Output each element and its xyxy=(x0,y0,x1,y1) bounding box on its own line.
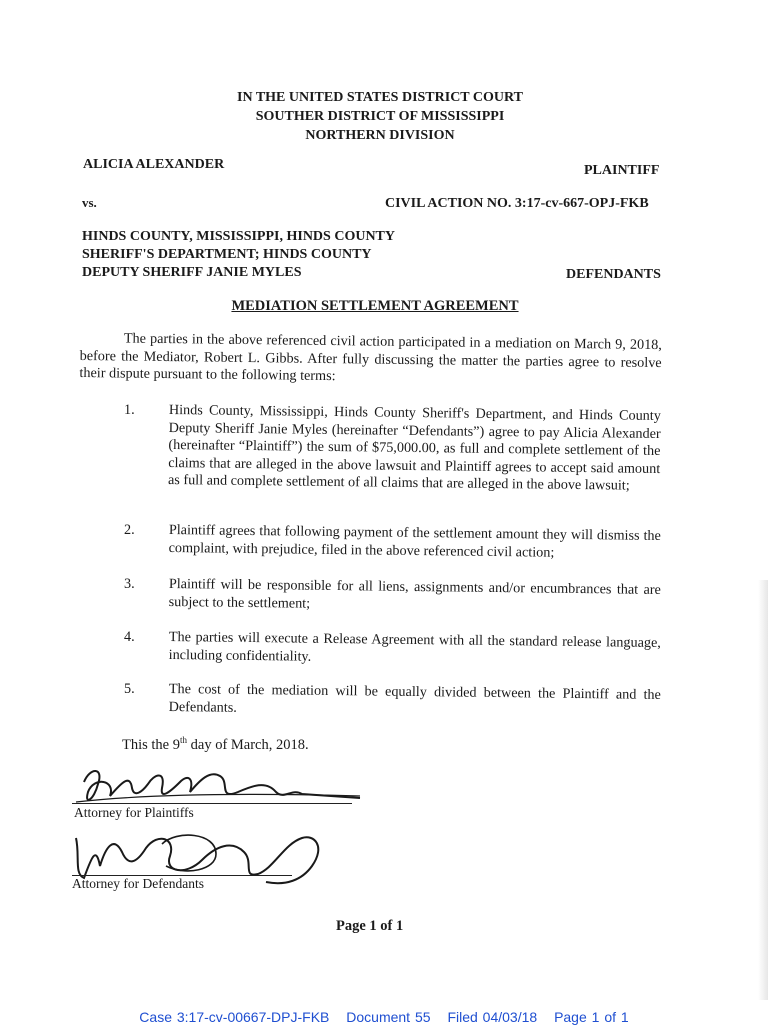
defendants-label: DEFENDANTS xyxy=(566,267,661,282)
plaintiff-attorney-label: Attorney for Plaintiffs xyxy=(74,805,194,820)
date-prefix: This the 9 xyxy=(122,736,180,753)
page-number: Page 1 of 1 xyxy=(336,918,404,934)
court-name: IN THE UNITED STATES DISTRICT COURT xyxy=(237,90,523,105)
date-superscript: th xyxy=(180,735,188,745)
defendants-line-2: SHERIFF'S DEPARTMENT; HINDS COUNTY xyxy=(82,247,372,262)
defendants-line-3: DEPUTY SHERIFF JANIE MYLES xyxy=(82,265,302,280)
footer-case: Case 3:17-cv-00667-DPJ-FKB xyxy=(139,1009,330,1025)
date-suffix: day of March, 2018. xyxy=(187,736,309,753)
plaintiff-signature-line xyxy=(72,803,352,804)
footer-filed: Filed 04/03/18 xyxy=(447,1009,538,1025)
term-text: The parties will execute a Release Agreement with all the standard release language, including confidentiality. xyxy=(168,629,661,665)
term-number: 3. xyxy=(124,576,135,592)
term-number: 4. xyxy=(124,629,135,645)
agreement-title: MEDIATION SETTLEMENT AGREEMENT xyxy=(231,298,519,314)
case-footer xyxy=(0,1009,768,1025)
term-text: Hinds County, Mississippi, Hinds County Sheriff's Department, and Hinds County Deputy Sheriff Janie Myles (hereinafter “Defendants”) agree to pay Alicia Alexander (hereinafter “Plaintiff”) the sum of $75,000.00, as full and complete settlement of the claims that are alleged in the above lawsuit and Plaintiff agrees to accept said amount as full and complete settlement of all claims that are alleged in the above lawsuit; xyxy=(167,402,661,494)
intro-paragraph: The parties in the above referenced civil action participated in a mediation on March 9, 2018, before the Mediator, Robert L. Gibbs. After fully discussing the matter the parties agree to resolve their dispute pursuant to the following terms: xyxy=(79,330,662,385)
term-number: 2. xyxy=(124,522,135,538)
defendants-line-1: HINDS COUNTY, MISSISSIPPI, HINDS COUNTY xyxy=(82,229,395,244)
court-district: SOUTHER DISTRICT OF MISSISSIPPI xyxy=(255,109,505,124)
term-text: Plaintiff agrees that following payment of the settlement amount they will dismiss the complaint, with prejudice, filed in the above referenced civil action; xyxy=(168,522,661,561)
term-text: Plaintiff will be responsible for all liens, assignments and/or encumbrances that are subject to the settlement; xyxy=(168,576,661,612)
plaintiff-label: PLAINTIFF xyxy=(584,163,660,178)
plaintiff-name: ALICIA ALEXANDER xyxy=(83,157,225,172)
defendants-block xyxy=(82,228,395,282)
civil-action-number: CIVIL ACTION NO. 3:17-cv-667-OPJ-FKB xyxy=(385,196,649,211)
term-number: 5. xyxy=(124,681,135,697)
footer-document: Document 55 xyxy=(346,1009,431,1025)
footer-page: Page 1 of 1 xyxy=(554,1009,629,1025)
defendant-attorney-label: Attorney for Defendants xyxy=(72,876,204,891)
scan-edge-shadow xyxy=(758,580,768,1000)
versus: vs. xyxy=(82,195,97,210)
court-division: NORTHERN DIVISION xyxy=(305,128,455,143)
term-text: The cost of the mediation will be equally divided between the Plaintiff and the Defendants. xyxy=(168,681,661,716)
term-number: 1. xyxy=(124,402,135,418)
date-line xyxy=(122,735,309,754)
